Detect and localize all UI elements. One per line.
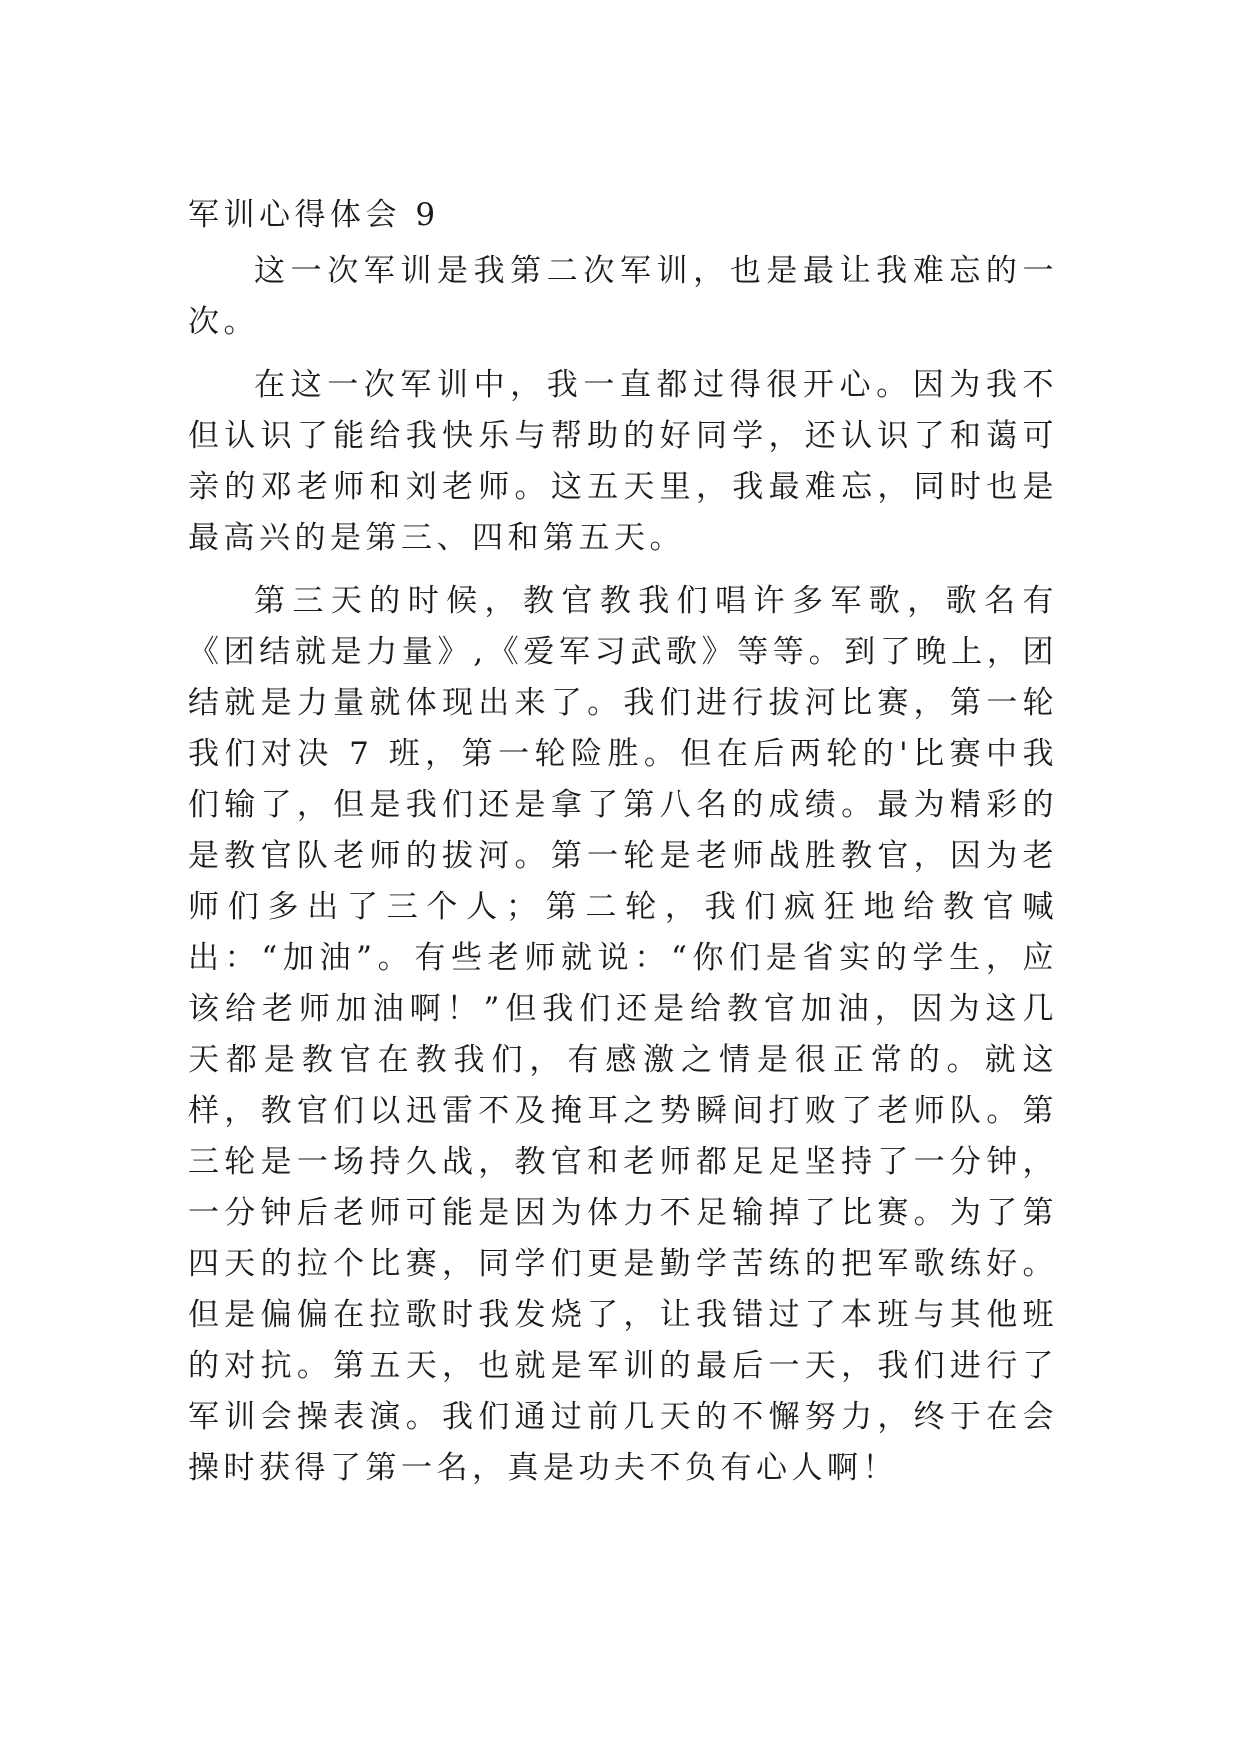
document-body — [188, 190, 1058, 1506]
document-title: 军训心得体会 9 — [188, 197, 440, 233]
paragraph-3: 第三天的时候，教官教我们唱许多军歌，歌名有《团结就是力量》,《爱军习武歌》等等。到了晚上，团结就是力量就体现出来了。我们进行拔河比赛，第一轮我们对决 7 班，第一轮险胜。但在后两轮的'比赛中我们输了，但是我们还是拿了第八名的成绩。最为精彩的是教官队老师的拔河。第一轮是老师战胜教官，因为老师们多出了三个人；第二轮，我们疯狂地给教官喊出：“加油”。有些老师就说：“你们是省实的学生，应该给老师加油啊！”但我们还是给教官加油，因为这几天都是教官在教我们，有感激之情是很正常的。就这样，教官们以迅雷不及掩耳之势瞬间打败了老师队。第三轮是一场持久战，教官和老师都足足坚持了一分钟，一分钟后老师可能是因为体力不足输掉了比赛。为了第四天的拉个比赛，同学们更是勤学苦练的把军歌练好。但是偏偏在拉歌时我发烧了，让我错过了本班与其他班的对抗。第五天，也就是军训的最后一天，我们进行了军训会操表演。我们通过前几天的不懈努力，终于在会操时获得了第一名，真是功夫不负有心人啊！ — [188, 583, 1058, 1486]
paragraph-1: 这一次军训是我第二次军训，也是最让我难忘的一次。 — [188, 253, 1058, 340]
paragraph-2: 在这一次军训中，我一直都过得很开心。因为我不但认识了能给我快乐与帮助的好同学，还认识了和蔼可亲的邓老师和刘老师。这五天里，我最难忘，同时也是最高兴的是第三、四和第五天。 — [188, 367, 1058, 556]
